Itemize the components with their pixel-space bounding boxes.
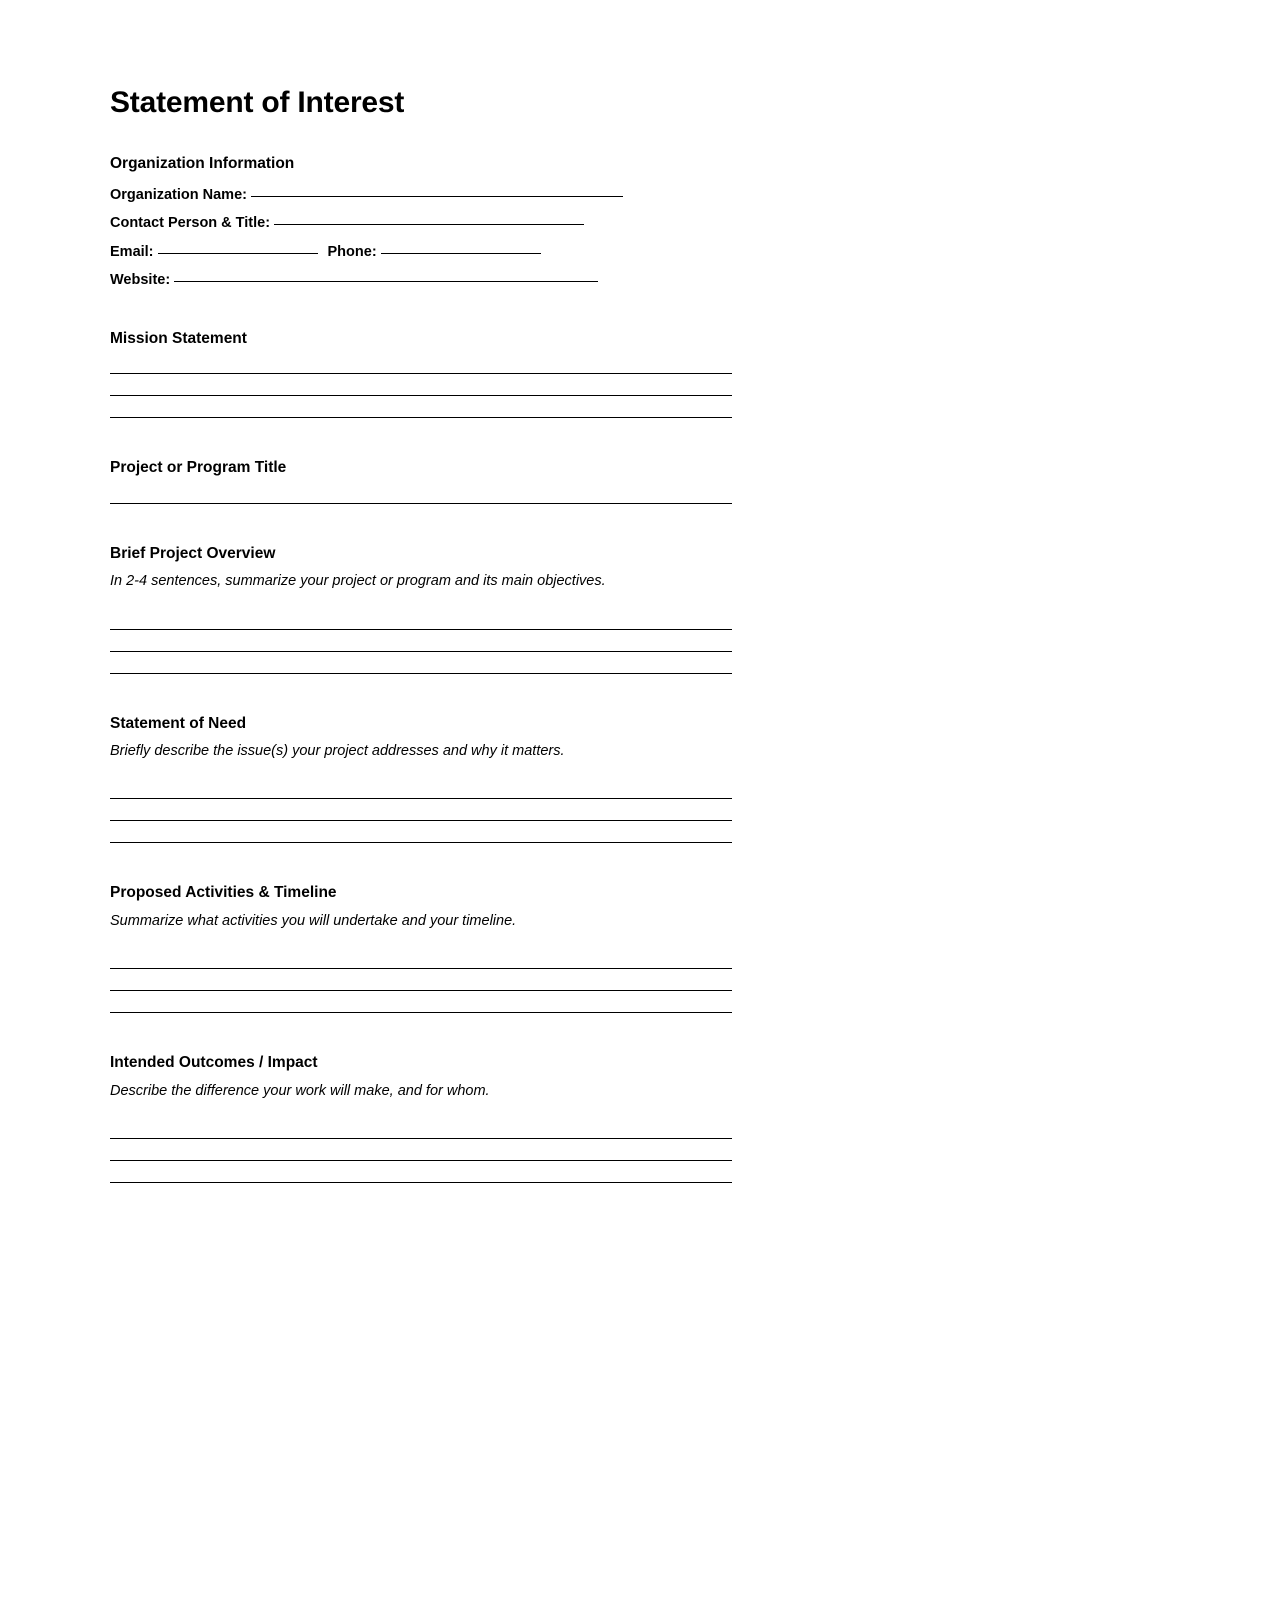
section-hint-intended-outcomes-impact: Describe the difference your work will make, and for whom. xyxy=(110,1082,490,1099)
answer-lines-proposed-activities-timeline xyxy=(110,968,732,1013)
spacer xyxy=(110,504,810,545)
answer-line[interactable] xyxy=(110,798,732,799)
spacer xyxy=(110,1013,810,1054)
spacer xyxy=(110,843,810,884)
field-row-contact-person xyxy=(110,213,810,231)
section-heading-intended-outcomes-impact: Intended Outcomes / Impact xyxy=(110,1053,318,1071)
field-label-email: Email: xyxy=(110,243,154,260)
page-title: Statement of Interest xyxy=(110,86,405,119)
section-heading-brief-project-overview: Brief Project Overview xyxy=(110,544,276,562)
section-heading-mission-statement: Mission Statement xyxy=(110,329,247,347)
spacer xyxy=(110,418,810,459)
website-input[interactable] xyxy=(174,268,598,282)
field-row-organization-name xyxy=(110,185,810,203)
field-label-organization-name: Organization Name: xyxy=(110,186,247,203)
answer-line[interactable] xyxy=(110,990,732,991)
section-hint-brief-project-overview: In 2-4 sentences, summarize your project or program and its main objectives. xyxy=(110,573,606,590)
answer-lines-statement-of-need xyxy=(110,798,732,843)
field-label-website: Website: xyxy=(110,272,171,289)
section-proposed-activities-timeline xyxy=(110,884,810,1013)
email-input[interactable] xyxy=(158,240,318,254)
field-label-phone: Phone: xyxy=(327,243,377,260)
section-heading-statement-of-need: Statement of Need xyxy=(110,714,247,732)
field-row-website xyxy=(110,270,810,288)
field-row-email-phone xyxy=(110,242,810,260)
section-heading-project-title: Project or Program Title xyxy=(110,459,287,477)
phone-input[interactable] xyxy=(381,240,541,254)
section-heading-proposed-activities-timeline: Proposed Activities & Timeline xyxy=(110,884,337,902)
section-intended-outcomes-impact xyxy=(110,1054,810,1183)
organization-information-section xyxy=(110,155,810,288)
spacer xyxy=(110,288,810,330)
answer-line[interactable] xyxy=(110,1160,732,1161)
answer-lines-mission-statement xyxy=(110,373,732,418)
answer-lines-brief-project-overview xyxy=(110,629,732,674)
section-project-title xyxy=(110,459,810,504)
field-label-contact-person: Contact Person & Title: xyxy=(110,215,271,232)
answer-line[interactable] xyxy=(110,395,732,396)
answer-line[interactable] xyxy=(110,968,732,969)
section-mission-statement xyxy=(110,330,810,419)
spacer xyxy=(110,1100,810,1138)
section-statement-of-need xyxy=(110,715,810,844)
answer-line[interactable] xyxy=(110,629,732,630)
answer-line[interactable] xyxy=(110,373,732,374)
spacer xyxy=(110,930,810,968)
section-hint-proposed-activities-timeline: Summarize what activities you will undertake and your timeline. xyxy=(110,912,517,929)
section-brief-project-overview xyxy=(110,545,810,674)
answer-line[interactable] xyxy=(110,820,732,821)
document-content xyxy=(110,86,810,1183)
spacer xyxy=(110,478,810,503)
spacer xyxy=(110,760,810,798)
organization-name-input[interactable] xyxy=(251,183,623,197)
answer-lines-intended-outcomes-impact xyxy=(110,1138,732,1183)
answer-line[interactable] xyxy=(110,651,732,652)
spacer xyxy=(110,348,810,373)
answer-line[interactable] xyxy=(110,1182,732,1183)
spacer xyxy=(110,674,810,715)
answer-line[interactable] xyxy=(110,1138,732,1139)
spacer xyxy=(110,591,810,629)
section-heading-organization-information: Organization Information xyxy=(110,155,295,172)
contact-person-input[interactable] xyxy=(274,211,584,225)
section-hint-statement-of-need: Briefly describe the issue(s) your project addresses and why it matters. xyxy=(110,743,565,760)
